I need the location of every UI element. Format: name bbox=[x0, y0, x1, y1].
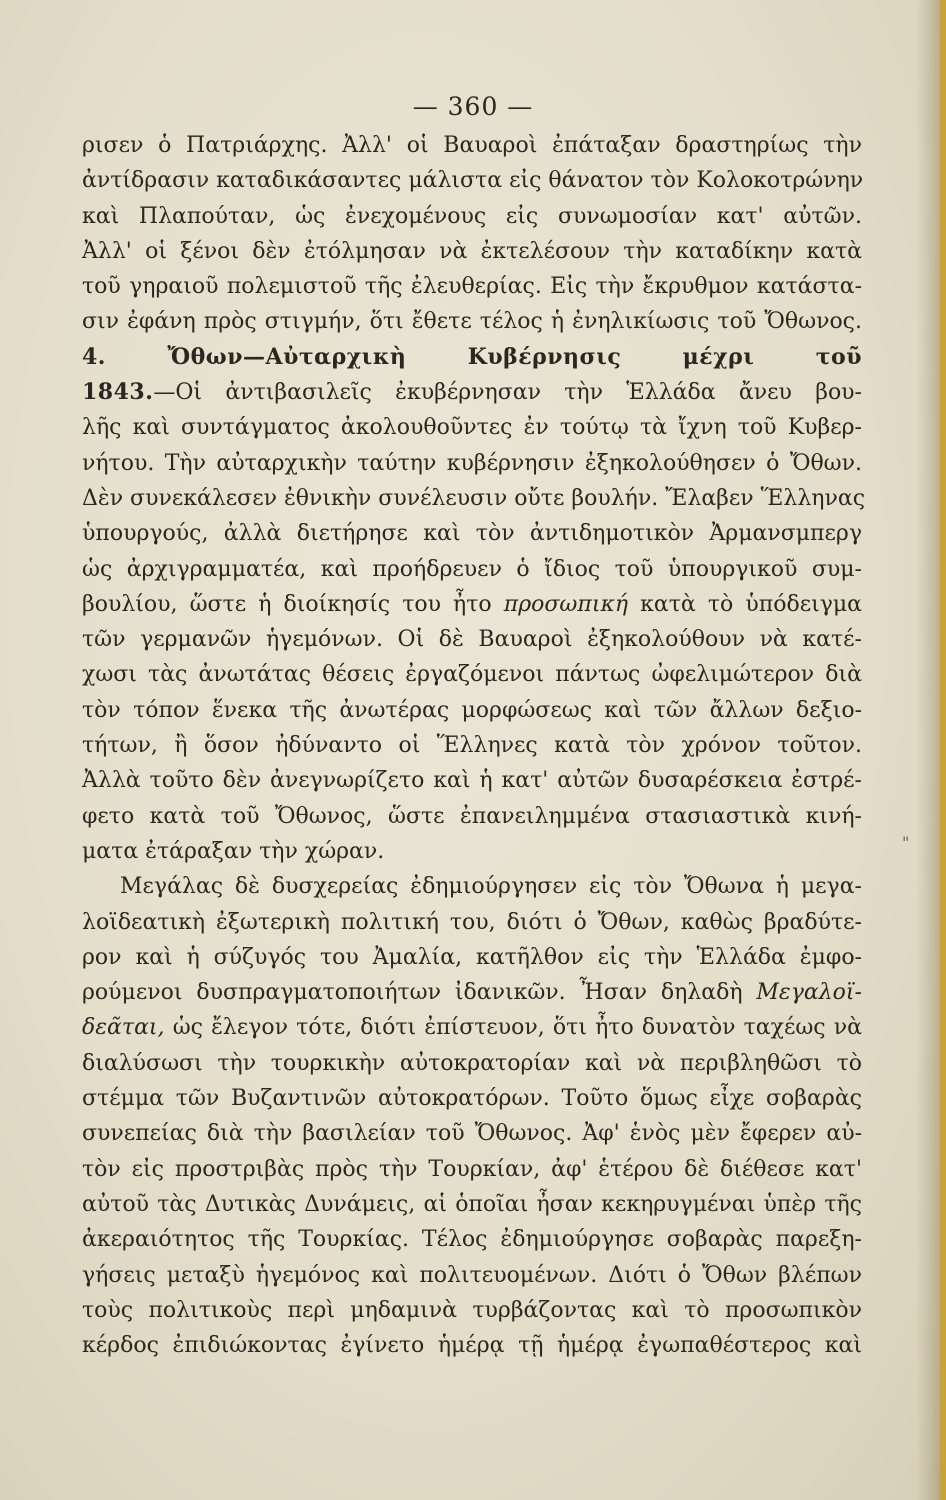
text-line: τὸν τόπον ἕνεκα τῆς ἀνωτέρας μορφώσεως καὶ τῶν ἄλλων δεξιο- bbox=[82, 697, 862, 723]
text-line: ὡς ἀρχιγραμματέα, καὶ προήδρευεν ὁ ἴδιος τοῦ ὑπουργικοῦ συμ- bbox=[82, 556, 862, 582]
text-line: τοῦ γηραιοῦ πολεμιστοῦ τῆς ἐλευθερίας. Εἰς τὴν ἔκρυθμον κατάστα- bbox=[82, 274, 862, 300]
text-line: τήτων, ἢ ὅσον ἠδύναντο οἱ Ἕλληνες κατὰ τὸν χρόνον τοῦτον. bbox=[82, 733, 862, 759]
text-line: δεᾶται, ὡς ἔλεγον τότε, διότι ἐπίστευον, ὅτι ἦτο δυνατὸν ταχέως νὰ bbox=[82, 1015, 862, 1041]
emphasis-text: δεᾶται, bbox=[82, 1015, 165, 1041]
emphasis-text: προσωπική bbox=[503, 591, 629, 617]
text-line: Ἀλλὰ τοῦτο δὲν ἀνεγνωρίζετο καὶ ἡ κατ' αὐτῶν δυσαρέσκεια ἐστρέ- bbox=[82, 768, 862, 794]
text-line: καὶ Πλαπούταν, ὡς ἐνεχομένους εἰς συνωμοσίαν κατ' αὐτῶν. bbox=[82, 203, 862, 229]
section-heading: 4. Ὄθων—Αὐταρχικὴ Κυβέρνησις μέχρι τοῦ bbox=[82, 343, 862, 370]
text-line: λῆς καὶ συντάγματος ἀκολουθοῦντες ἐν τούτῳ τὰ ἴχνη τοῦ Κυβερ- bbox=[82, 415, 862, 441]
text-line: ἀντίδρασιν καταδικάσαντες μάλιστα εἰς θάνατον τὸν Κολοκοτρώνην bbox=[82, 168, 864, 194]
text-line: ὑπουργούς, ἀλλὰ διετήρησε καὶ τὸν ἀντιδημοτικὸν Ἀρμανσμπεργ bbox=[82, 521, 862, 547]
paragraph-end-line: ματα ἐτάραξαν τὴν χώραν. bbox=[82, 838, 385, 864]
text-line: ρισεν ὁ Πατριάρχης. Ἀλλ' οἱ Βαυαροὶ ἐπάταξαν δραστηρίως τὴν bbox=[82, 133, 862, 158]
text-line: ρον καὶ ἡ σύζυγός του Ἀμαλία, κατῆλθον εἰς τὴν Ἑλλάδα ἐμφο- bbox=[82, 944, 862, 970]
text-line: Δὲν συνεκάλεσεν ἐθνικὴν συνέλευσιν οὔτε βουλήν. Ἔλαβεν Ἕλληνας bbox=[82, 485, 866, 511]
body-text bbox=[82, 128, 866, 1363]
text-line: στέμμα τῶν Βυζαντινῶν αὐτοκρατόρων. Τοῦτο ὅμως εἶχε σοβαρὰς bbox=[82, 1086, 862, 1112]
text-line: 1843.—Οἱ ἀντιβασιλεῖς ἐκυβέρνησαν τὴν Ἑλλάδα ἄνευ βου- bbox=[82, 379, 862, 406]
text-line: γήσεις μεταξὺ ἡγεμόνος καὶ πολιτευομένων. Διότι ὁ Ὄθων βλέπων bbox=[82, 1262, 862, 1288]
text-line: τοὺς πολιτικοὺς περὶ μηδαμινὰ τυρβάζοντας καὶ τὸ προσωπικὸν bbox=[82, 1297, 862, 1323]
text-line: νήτου. Τὴν αὐταρχικὴν ταύτην κυβέρνησιν ἐξηκολούθησεν ὁ Ὄθων. bbox=[82, 450, 862, 476]
text-line: λοϊδεατικὴ ἐξωτερικὴ πολιτική του, διότι ὁ Ὄθων, καθὼς βραδύτε- bbox=[82, 909, 862, 935]
text-line: σιν ἐφάνη πρὸς στιγμήν, ὅτι ἔθετε τέλος ἡ ἐνηλικίωσις τοῦ Ὄθωνος. bbox=[82, 309, 862, 335]
text-line: αὐτοῦ τὰς Δυτικὰς Δυνάμεις, αἱ ὁποῖαι ἦσαν κεκηρυγμέναι ὑπὲρ τῆς bbox=[82, 1191, 862, 1217]
text-line: διαλύσωσι τὴν τουρκικὴν αὐτοκρατορίαν καὶ νὰ περιβληθῶσι τὸ bbox=[82, 1050, 862, 1076]
text-line: χωσι τὰς ἀνωτάτας θέσεις ἐργαζόμενοι πάντως ὠφελιμώτερον διὰ bbox=[82, 662, 862, 688]
text-line: φετο κατὰ τοῦ Ὄθωνος, ὥστε ἐπανειλημμένα στασιαστικὰ κινή- bbox=[82, 803, 862, 829]
text-line: τῶν γερμανῶν ἡγεμόνων. Οἱ δὲ Βαυαροὶ ἐξηκολούθουν νὰ κατέ- bbox=[82, 627, 862, 653]
text-line: συνεπείας διὰ τὴν βασιλείαν τοῦ Ὄθωνος. Ἀφ' ἑνὸς μὲν ἔφερεν αὐ- bbox=[82, 1121, 862, 1147]
text-line: Ἀλλ' οἱ ξένοι δὲν ἐτόλμησαν νὰ ἐκτελέσουν τὴν καταδίκην κατὰ bbox=[82, 238, 862, 264]
text-line: βουλίου, ὥστε ἡ διοίκησίς του ἦτο προσωπική κατὰ τὸ ὑπόδειγμα bbox=[82, 591, 863, 617]
spine-edge bbox=[940, 0, 946, 1500]
text-line: τὸν εἰς προστριβὰς πρὸς τὴν Τουρκίαν, ἀφ' ἑτέρου δὲ διέθεσε κατ' bbox=[82, 1156, 862, 1182]
section-heading-year: 1843. bbox=[82, 379, 154, 406]
paragraph-start-line: Μεγάλας δὲ δυσχερείας ἐδημιούργησεν εἰς τὸν Ὄθωνα ἡ μεγα- bbox=[120, 874, 862, 900]
margin-mark: " bbox=[902, 833, 910, 852]
text-line: ρούμενοι δυσπραγματοποιήτων ἰδανικῶν. Ἦσαν δηλαδὴ Μεγαλοϊ- bbox=[82, 980, 862, 1006]
page-number: — 360 — bbox=[412, 92, 534, 121]
text-line: ἀκεραιότητος τῆς Τουρκίας. Τέλος ἐδημιούργησε σοβαρὰς παρεξη- bbox=[82, 1227, 862, 1253]
emphasis-text: Μεγαλοϊ- bbox=[756, 980, 862, 1006]
text-line: κέρδος ἐπιδιώκοντας ἐγίνετο ἡμέρᾳ τῇ ἡμέρᾳ ἐγωπαθέστερος καὶ bbox=[82, 1333, 862, 1359]
